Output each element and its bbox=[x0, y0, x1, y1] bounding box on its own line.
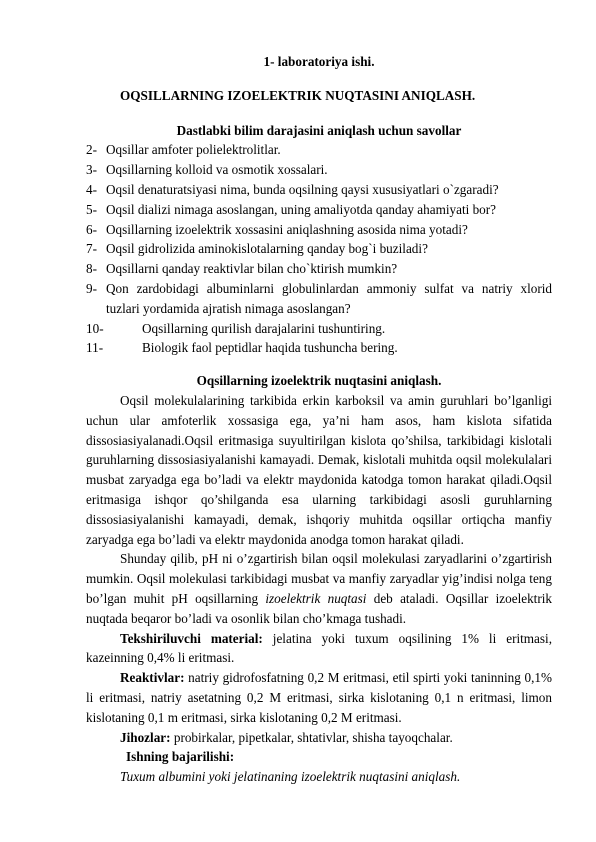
paragraph-text: deb ataladi. Oqsillar izoelektrik nuqtada beqaror bo’ladi va osonlik bilan cho’kmaga tushadi. bbox=[86, 590, 552, 626]
question-number: 6- bbox=[86, 221, 97, 237]
equipment-text: probirkalar, pipetkalar, shtativlar, shisha tayoqchalar. bbox=[170, 729, 453, 745]
procedure-title: Ishning bajarilishi: bbox=[126, 749, 235, 765]
list-item bbox=[86, 160, 552, 180]
material-text: jelatina yoki tuxum oqsilining 1% li eritmasi, kazeinning 0,4% li eritmasi. bbox=[86, 630, 552, 666]
question-number: 2- bbox=[86, 142, 97, 158]
question-text: Oqsillarning qurilish darajalarini tushuntiring. bbox=[142, 320, 386, 336]
paragraph-amphoteric: Oqsil molekulalarining tarkibida erkin karboksil va amin guruhlari bo’lganligi uchun ular amfoterlik xossasiga ega, ya’ni ham asos, ham kislota sifatida dissosiasiyalanadi.Oqsil eritmasiga suyultirilgan kislota qo’shilsa, tarkibidagi kislotali guruhlarning dissosiasiyalanishi kamayadi. Demak, kislotali muhitda oqsil molekulalari musbat zaryadga ega bo’ladi va elektr maydonida katodga tomon harakat qiladi.Oqsil eritmasiga ishqor qo’shilganda esa ularning tarkibidagi asosli guruhlarning dissosiasiyalanishi kamayadi, demak, ishqoriy muhitda oqsillar ortiqcha manfiy zaryadga ega bo’ladi va elektr maydonida anodga tomon harakat qiladi. bbox=[86, 392, 552, 547]
reagents-label: Reaktivlar: bbox=[120, 670, 185, 686]
reagents-text: natriy gidrofosfatning 0,2 M eritmasi, etil spirti yoki taninning 0,1% li eritmasi, natriy asetatning 0,2 M eritmasi, sirka kislotaning 0,1 n eritmasi, limon kislotaning 0,1 m eritmasi, sirka kislotaning 0,2 M eritmasi. bbox=[86, 670, 552, 725]
question-text: Oqsillarning izoelektrik xossasini aniqlashning asosida nima yotadi? bbox=[106, 221, 468, 237]
list-item bbox=[86, 140, 552, 160]
list-item bbox=[86, 200, 552, 220]
list-item bbox=[86, 180, 552, 200]
equipment-label: Jihozlar: bbox=[120, 729, 171, 745]
list-item bbox=[86, 279, 552, 319]
question-number: 3- bbox=[86, 162, 97, 178]
list-item bbox=[86, 259, 552, 279]
procedure-subtitle: Tuxum albumini yoki jelatinaning izoelektrik nuqtasini aniqlash. bbox=[120, 769, 461, 785]
list-item bbox=[86, 319, 552, 339]
document-page bbox=[86, 52, 552, 787]
paragraph-equipment bbox=[120, 728, 552, 748]
question-number: 8- bbox=[86, 261, 97, 277]
question-number: 10- bbox=[86, 320, 104, 336]
paragraph-text: Shunday qilib, pH ni o’zgartirish bilan oqsil molekulasi zaryadlarini o’zgartirish mumkin. Oqsil molekulasi tarkibidagi musbat va manfiy zaryadlar yig’indisi nolga teng bo’lgan muhit pH oqsillarning bbox=[86, 551, 552, 606]
list-item bbox=[86, 220, 552, 240]
question-text: Oqsil dializi nimaga asoslangan, uning amaliyotda qanday ahamiyati bor? bbox=[106, 201, 497, 217]
question-text: Oqsil gidrolizida aminokislotalarning qanday bog`i buziladi? bbox=[106, 241, 428, 257]
question-text: Biologik faol peptidlar haqida tushuncha bering. bbox=[142, 340, 398, 356]
question-number: 4- bbox=[86, 181, 97, 197]
paragraph-reagents bbox=[86, 668, 552, 727]
paragraph-material bbox=[86, 629, 552, 669]
material-label: Tekshiriluvchi material: bbox=[120, 630, 263, 646]
questions-list bbox=[86, 140, 552, 358]
question-text: Qon zardobidagi albuminlarni globulinlardan ammoniy sulfat va natriy xlorid tuzlari yordamida ajratish nimaga asoslangan? bbox=[106, 280, 552, 316]
question-text: Oqsil denaturatsiyasi nima, bunda oqsilning qaysi xususiyatlari o`zgaradi? bbox=[106, 181, 499, 197]
question-number: 11- bbox=[86, 340, 104, 356]
list-item bbox=[86, 239, 552, 259]
isoelectric-term: izoelektrik nuqtasi bbox=[265, 590, 367, 606]
list-item bbox=[86, 338, 552, 358]
section-title: Oqsillarning izoelektrik nuqtasini aniqlash. bbox=[196, 373, 442, 389]
lab-title: 1- laboratoriya ishi. bbox=[263, 54, 375, 69]
question-text: Oqsillar amfoter polielektrolitlar. bbox=[106, 142, 281, 158]
question-number: 5- bbox=[86, 201, 97, 217]
spacer bbox=[86, 358, 552, 371]
question-number: 9- bbox=[86, 280, 97, 296]
question-text: Oqsillarning kolloid va osmotik xossalari. bbox=[106, 162, 328, 178]
question-text: Oqsillarni qanday reaktivlar bilan cho`ktirish mumkin? bbox=[106, 261, 398, 277]
lab-heading: OQSILLARNING IZOELEKTRIK NUQTASINI ANIQLASH. bbox=[120, 87, 476, 103]
question-number: 7- bbox=[86, 241, 97, 257]
paragraph-isoelectric bbox=[86, 549, 552, 628]
questions-title: Dastlabki bilim darajasini aniqlash uchun savollar bbox=[176, 122, 462, 138]
